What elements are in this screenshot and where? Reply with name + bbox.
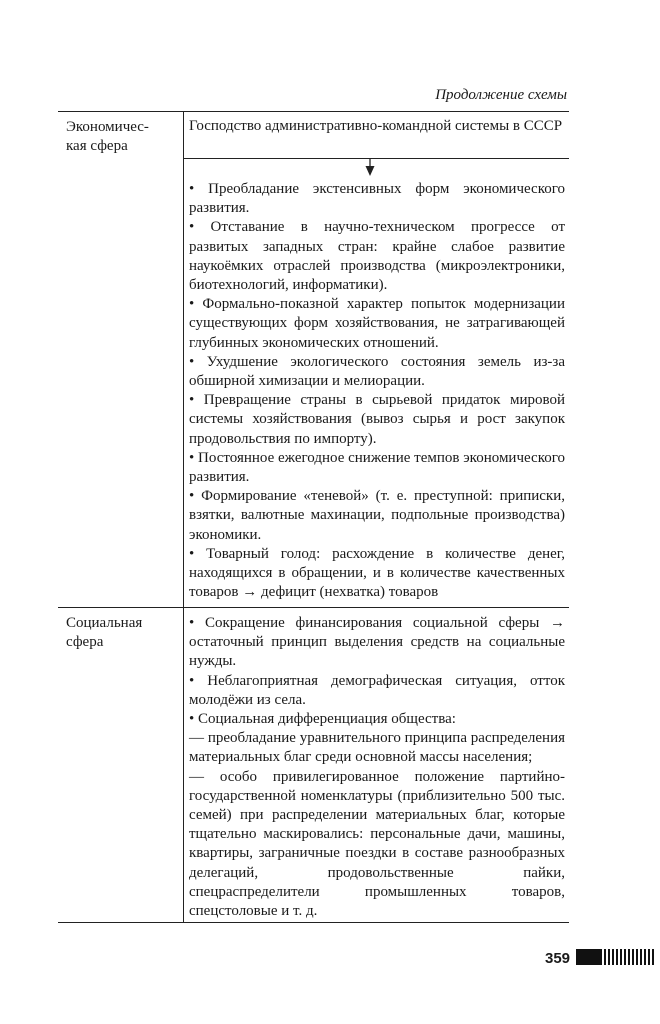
list-item: • Преобладание экстенсивных форм экономического развития. <box>189 181 565 217</box>
list-item: • Неблагоприятная демографическая ситуация, отток молодёжи из села. <box>189 672 565 708</box>
list-item: • Товарный голод: расхождение в количестве денег, находящихся в обращении, и в количестве качественных товаров → дефицит (нехватка) товаров <box>189 545 565 601</box>
social-sphere-label: Социальная сфера <box>66 615 143 650</box>
list-item: — особо привилегированное положение партийно-государственной номенклатуры (приблизительно 500 тыс. семей) при распределении материальных благ, которые тщательно маскировались: персональные дачи, машины, квартиры, заграничные поездки в составе разнообразных делегаций, продовольственные пайки, спецраспределители промышленных товаров, спецстоловые и т. д. <box>189 768 565 920</box>
list-item: • Формально-показной характер попыток модернизации существующих форм хозяйствования, не затрагивающей глубинных экономических отношений. <box>189 296 565 351</box>
down-arrow-icon <box>364 158 376 178</box>
scheme-caption: Продолжение схемы <box>435 87 567 103</box>
economic-header-text: Господство административно-командной системы в СССР <box>189 118 563 134</box>
column-divider <box>183 112 184 922</box>
list-item: • Отставание в научно-техническом прогрессе от развитых западных стран: крайне слабое развитие наукоёмких отраслей производства (микроэлектроники, биотехнологий, информатики). <box>189 219 565 294</box>
list-item: • Превращение страны в сырьевой придаток мировой системы хозяйствования (вывоз сырья и рост закупок продовольствия по импорту). <box>189 392 565 447</box>
scheme-table <box>58 111 569 923</box>
list-item: — преобладание уравнительного принципа распределения материальных благ среди основной массы населения; <box>189 730 565 766</box>
economic-items <box>189 180 565 602</box>
list-item: • Социальная дифференциация общества: <box>189 711 456 728</box>
economic-sphere-label: Экономичес- кая сфера <box>66 119 149 154</box>
list-item: • Сокращение финансирования социальной сферы → остаточный принцип выделения средств на социальные нужды. <box>189 615 565 670</box>
page-edge-marker <box>576 949 656 965</box>
header-divider <box>183 158 569 159</box>
social-items <box>189 614 565 921</box>
list-item: • Ухудшение экологического состояния земель из-за обширной химизации и мелиорации. <box>189 353 565 390</box>
page-number: 359 <box>545 950 571 967</box>
list-item: • Постоянное ежегодное снижение темпов экономического развития. <box>189 449 565 486</box>
list-item: • Формирование «теневой» (т. е. преступной: приписки, взятки, валютные махинации, подпольные производства) экономики. <box>189 488 565 543</box>
row-divider <box>58 607 569 608</box>
